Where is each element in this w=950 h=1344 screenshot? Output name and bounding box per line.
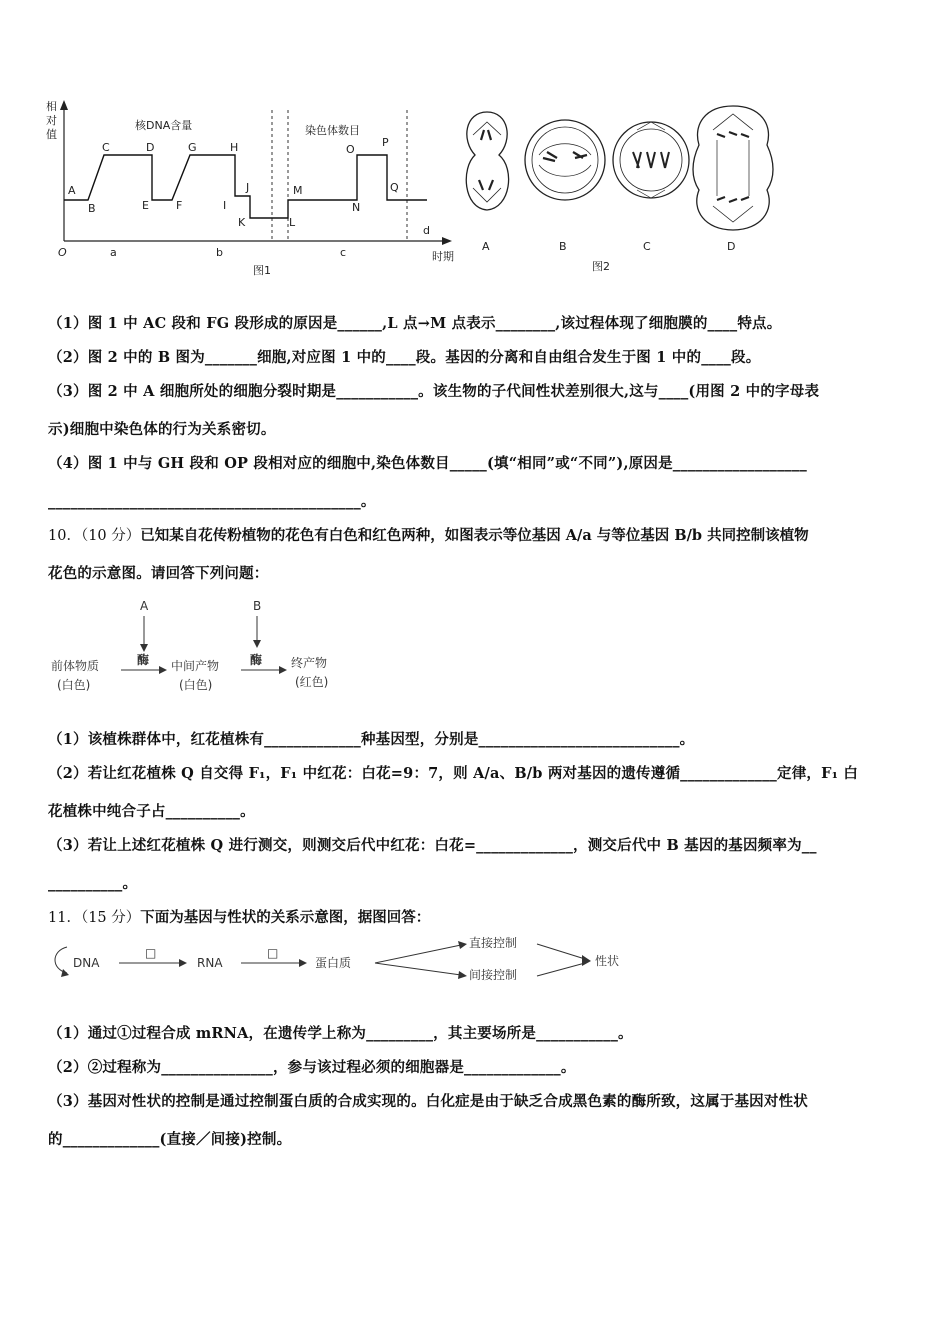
y-label-1: 相	[46, 100, 57, 113]
q10-line-3: 花植株中纯合子占__________。	[48, 803, 255, 820]
point-B: B	[88, 202, 96, 215]
cell-D-label: D	[727, 240, 736, 253]
figure-1-chart	[40, 96, 460, 286]
point-J: J	[246, 181, 250, 194]
direct-arrowhead	[458, 941, 467, 949]
point-M: M	[293, 184, 303, 197]
substance-3: 终产物	[291, 656, 328, 670]
q10-line-4: （3）若让上述红花植株 Q 进行测交，则测交后代中红花：白花=_____________，测交后代中 B 基因的基因频率为__	[48, 837, 817, 854]
cell-C	[613, 122, 689, 198]
point-G: G	[188, 141, 197, 154]
translation-arrowhead	[299, 959, 307, 967]
q10-stem-text: 已知某自花传粉植物的花色有白色和红色两种，如图表示等位基因 A/a 与等位基因 B/b 共同控制该植物	[140, 527, 809, 544]
q10-number: 10．	[48, 528, 81, 544]
point-O: O	[346, 143, 355, 156]
point-E: E	[142, 199, 149, 212]
cell-A-label: A	[482, 240, 490, 253]
arrowhead-2	[279, 666, 287, 674]
q9-line-2: （2）图 2 中的 B 图为_______细胞,对应图 1 中的____段。基因的分离和自由组合发生于图 1 中的____段。	[48, 349, 761, 366]
q9-line-1: （1）图 1 中 AC 段和 FG 段形成的原因是______,L 点→M 点表示________,该过程体现了细胞膜的____特点。	[48, 315, 782, 332]
rna-label: RNA	[197, 956, 223, 970]
replication-loop	[55, 947, 67, 973]
q9-line-5: （4）图 1 中与 GH 段和 OP 段相对应的细胞中,染色体数目_____(填“相同”或“不同”),原因是__________________	[48, 455, 807, 472]
q11-stem	[48, 906, 430, 927]
point-N: N	[352, 201, 361, 214]
indirect-control-label: 间接控制	[469, 968, 518, 982]
q11-number: 11．	[48, 910, 81, 926]
point-Q: Q	[390, 181, 399, 194]
q11-points: （15 分）	[80, 910, 141, 926]
cell-A	[466, 112, 508, 210]
cell-D	[693, 106, 773, 230]
panel-chrom-label: 染色体数目	[305, 124, 360, 137]
cell-B-label: B	[559, 240, 567, 253]
q10-line-5: __________。	[48, 875, 138, 892]
q10-points: （10 分）	[80, 528, 141, 544]
direct-arrow	[375, 945, 461, 963]
point-H: H	[230, 141, 239, 154]
step-2-marker: □	[267, 946, 279, 960]
gene-a-arrowhead	[140, 644, 148, 652]
gene-a-label: A	[140, 599, 149, 613]
q10-stem-2: 花色的示意图。请回答下列问题：	[48, 565, 269, 582]
cell-B	[525, 120, 605, 200]
q10-pathway-diagram	[45, 598, 365, 698]
y-axis-arrow	[60, 100, 68, 110]
q11-line-1: （1）通过①过程合成 mRNA，在遗传学上称为_________，其主要场所是___________。	[48, 1025, 633, 1042]
x-axis-label: 时期	[432, 250, 454, 263]
origin-label: O	[58, 246, 67, 259]
replication-arrowhead	[61, 969, 69, 977]
q9-line-4: 示)细胞中染色体的行为关系密切。	[48, 421, 276, 438]
point-P: P	[382, 136, 389, 149]
trait-label: 性状	[595, 954, 620, 968]
figure-1-caption: 图1	[253, 264, 271, 277]
cell-C-label: C	[643, 240, 651, 253]
substance-2-color: (白色)	[179, 678, 213, 692]
q10-stem-1	[48, 524, 809, 545]
q9-line-3: （3）图 2 中 A 细胞所处的细胞分裂时期是___________。该生物的子代间性状差别很大,这与____(用图 2 中的字母表	[48, 383, 820, 400]
point-D: D	[146, 141, 155, 154]
point-L: L	[289, 216, 296, 229]
segment-c: c	[340, 246, 347, 259]
q11-gene-trait-diagram	[45, 933, 645, 983]
enzyme-1: 酶	[137, 653, 150, 667]
point-K: K	[238, 216, 246, 229]
gene-b-arrowhead	[253, 640, 261, 648]
arrowhead-1	[159, 666, 167, 674]
figure-2-caption: 图2	[592, 260, 610, 273]
substance-1-color: (白色)	[57, 678, 91, 692]
indirect-to-trait-arrow	[537, 963, 585, 976]
figure-2-cells	[455, 100, 785, 285]
protein-label: 蛋白质	[315, 956, 352, 970]
point-F: F	[176, 199, 183, 212]
substance-3-color: (红色)	[295, 675, 329, 689]
point-I: I	[223, 199, 227, 212]
segment-b: b	[216, 246, 223, 259]
indirect-arrowhead	[458, 971, 467, 979]
q11-line-3: （3）基因对性状的控制是通过控制蛋白质的合成实现的。白化症是由于缺乏合成黑色素的酶所致，这属于基因对性状	[48, 1093, 808, 1110]
point-C: C	[102, 141, 110, 154]
segment-a: a	[110, 246, 117, 259]
q10-line-1: （1）该植株群体中，红花植株有_____________种基因型，分别是___________________________。	[48, 731, 695, 748]
q10-line-2: （2）若让红花植株 Q 自交得 F₁，F₁ 中红花：白花=9：7，则 A/a、B/b 两对基因的遗传遵循_____________定律，F₁ 白	[48, 765, 859, 782]
direct-control-label: 直接控制	[469, 936, 518, 950]
gene-b-label: B	[253, 599, 262, 613]
segment-d: d	[423, 224, 430, 237]
enzyme-2: 酶	[250, 653, 263, 667]
trait-arrowhead	[582, 955, 591, 966]
step-1-marker: □	[145, 946, 157, 960]
dna-label: DNA	[73, 956, 100, 970]
y-label-2: 对	[46, 114, 57, 127]
substance-2: 中间产物	[171, 659, 220, 673]
q11-line-2: （2）②过程称为_______________，参与该过程必须的细胞器是_____________。	[48, 1059, 576, 1076]
direct-to-trait-arrow	[537, 944, 585, 959]
q11-stem-text: 下面为基因与性状的关系示意图，据图回答：	[140, 909, 431, 926]
substance-1: 前体物质	[51, 659, 100, 673]
x-axis-arrow	[442, 237, 452, 245]
panel-dna-label: 核DNA含量	[135, 119, 193, 132]
y-label-3: 值	[46, 128, 57, 141]
q9-line-6: __________________________________________。	[48, 493, 376, 510]
indirect-arrow	[375, 963, 461, 975]
q11-line-4: 的_____________(直接／间接)控制。	[48, 1131, 292, 1148]
point-A: A	[68, 184, 76, 197]
transcription-arrowhead	[179, 959, 187, 967]
